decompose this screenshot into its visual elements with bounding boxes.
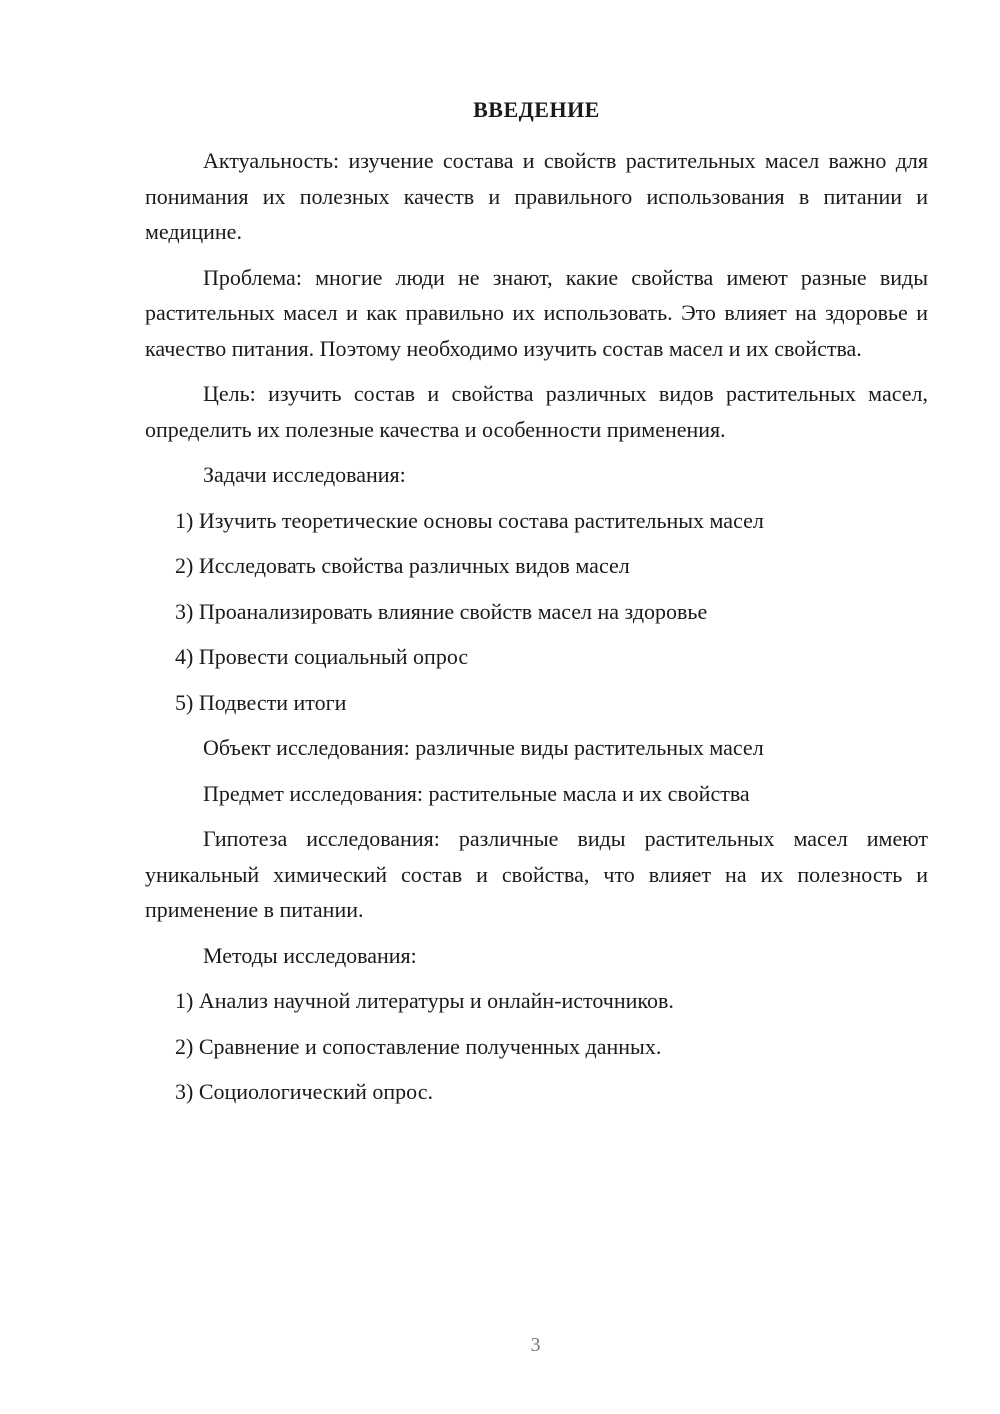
hypothesis-paragraph: Гипотеза исследования: различные виды растительных масел имеют уникальный химический состав и свойства, что влияет на их полезность и применение в питании. — [145, 826, 928, 922]
methods-heading: Методы исследования: — [203, 942, 417, 968]
tasks-heading: Задачи исследования: — [203, 462, 406, 487]
task-item: 3) Проанализировать влияние свойств масел на здоровье — [175, 598, 708, 624]
method-item: 3) Социологический опрос. — [175, 1079, 433, 1104]
subject-paragraph: Предмет исследования: растительные масла и их свойства — [203, 780, 750, 806]
method-item: 2) Сравнение и сопоставление полученных данных. — [175, 1033, 662, 1059]
document-body — [145, 143, 928, 1120]
task-item: 1) Изучить теоретические основы состава растительных масел — [175, 507, 764, 533]
section-title: ВВЕДЕНИЕ — [473, 97, 600, 122]
problem-paragraph: Проблема: многие люди не знают, какие свойства имеют разные виды растительных масел и как правильно их использовать. Это влияет на здоровье и качество питания. Поэтому необходимо изучить состав масел и их свойства. — [145, 264, 928, 361]
method-item: 1) Анализ научной литературы и онлайн-источников. — [175, 988, 674, 1013]
task-item: 2) Исследовать свойства различных видов масел — [175, 553, 630, 578]
relevance-paragraph: Актуальность: изучение состава и свойств растительных масел важно для понимания их полезных качеств и правильного использования в питании и медицине. — [145, 148, 928, 244]
task-item: 4) Провести социальный опрос — [175, 644, 469, 669]
task-item: 5) Подвести итоги — [175, 689, 347, 715]
page-number: 3 — [530, 1334, 541, 1356]
object-paragraph: Объект исследования: различные виды растительных масел — [203, 735, 764, 760]
goal-paragraph: Цель: изучить состав и свойства различных видов растительных масел, определить их полезные качества и особенности применения. — [145, 381, 928, 442]
